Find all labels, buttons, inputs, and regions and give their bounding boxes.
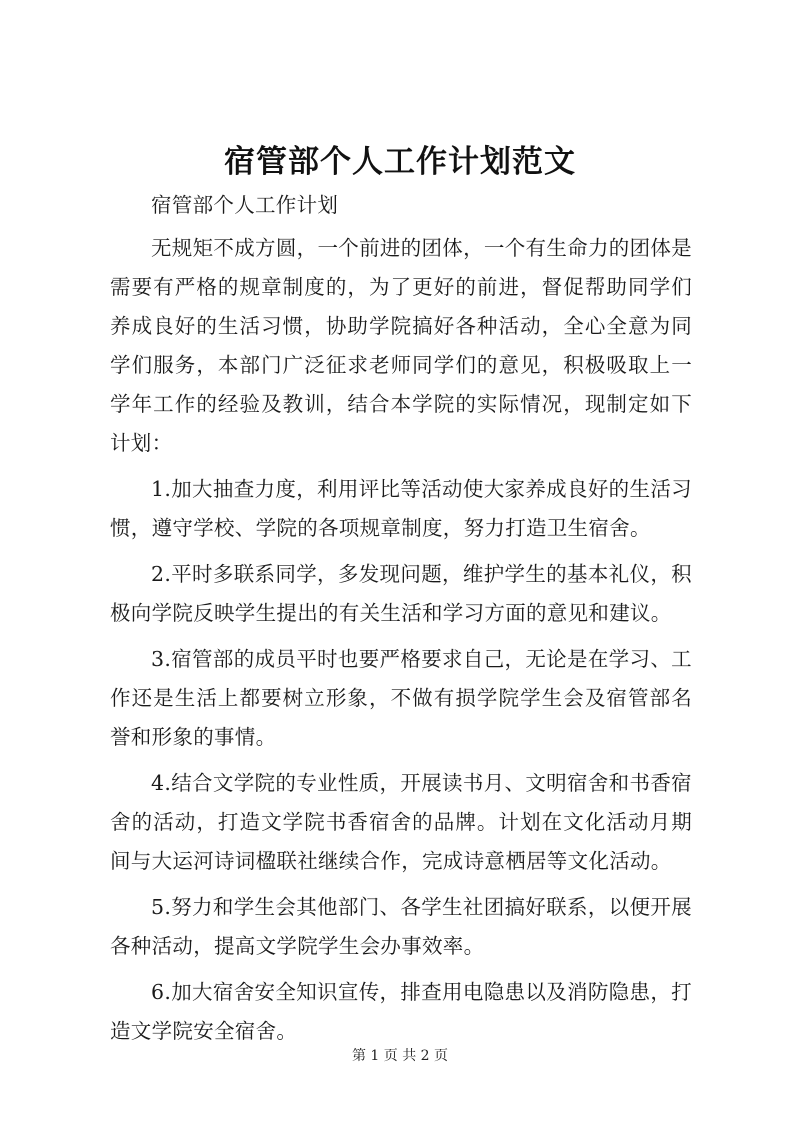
page-footer: 第 1 页 共 2 页 <box>351 1048 449 1064</box>
paragraph-item-4: 4.结合文学院的专业性质，开展读书月、文明宿舍和书香宿舍的活动，打造文学院书香宿舍的品牌。计划在文化活动月期间与大运河诗词楹联社继续合作，完成诗意栖居等文化活动。 <box>110 771 692 873</box>
paragraph-item-3: 3.宿管部的成员平时也要严格要求自己，无论是在学习、工作还是生活上都要树立形象，不做有损学院学生会及宿管部名誉和形象的事情。 <box>110 647 692 749</box>
document-title: 宿管部个人工作计划范文 <box>224 144 576 180</box>
document-body <box>110 186 692 1058</box>
paragraph-item-6: 6.加大宿舍安全知识宣传，排查用电隐患以及消防隐患，打造文学院安全宿舍。 <box>110 980 692 1043</box>
paragraph-item-1: 1.加大抽查力度，利用评比等活动使大家养成良好的生活习惯，遵守学校、学院的各项规章制度，努力打造卫生宿舍。 <box>110 477 692 540</box>
paragraph-item-5: 5.努力和学生会其他部门、各学生社团搞好联系，以便开展各种活动，提高文学院学生会办事效率。 <box>110 895 692 958</box>
document-subtitle: 宿管部个人工作计划 <box>151 193 339 217</box>
paragraph-item-2: 2.平时多联系同学，多发现问题，维护学生的基本礼仪，积极向学院反映学生提出的有关生活和学习方面的意见和建议。 <box>110 562 692 625</box>
paragraph-intro: 无规矩不成方圆，一个前进的团体，一个有生命力的团体是需要有严格的规章制度的，为了更好的前进，督促帮助同学们养成良好的生活习惯，协助学院搞好各种活动，全心全意为同学们服务，本部门广泛征求老师同学们的意见，积极吸取上一学年工作的经验及教训，结合本学院的实际情况，现制定如下计划： <box>110 236 692 455</box>
